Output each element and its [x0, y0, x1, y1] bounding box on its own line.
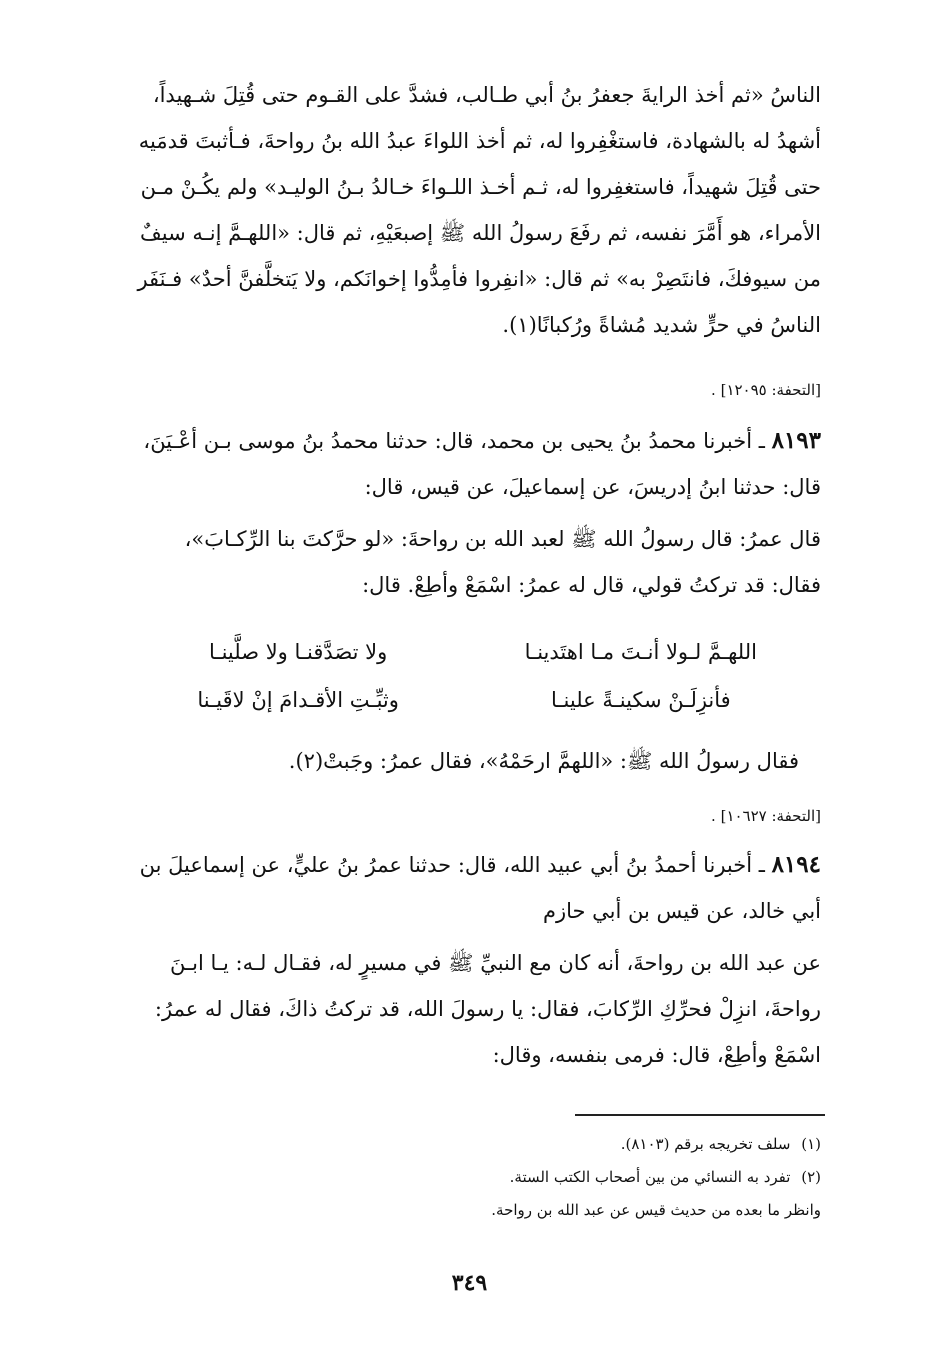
poem [140, 628, 799, 724]
hemistich-first: فأنزِلَـنْ سكينـةً علينـا [550, 688, 731, 712]
hadith-number: ٨١٩٤ [771, 851, 821, 878]
hadith-8193 [118, 418, 821, 608]
poem-conclusion [118, 738, 799, 784]
matn-line: رواحةَ، انزِلْ فحرِّكِ الرِّكابَ، فقال: يا رسولَ الله، قد تركتُ ذاكَ، فقال له عمرُ: [154, 997, 821, 1021]
tuhfa-reference: [التحفة: ١٠٦٢٧] . [711, 807, 821, 825]
isnad-text: ـ أخبرنا محمدُ بنُ يحيى بن محمد، قال: حدثنا محمدُ بنُ موسى بـن أعْـيَنَ، [143, 429, 772, 453]
isnad-line: أبي خالد، عن قيس بن أبي حازم [542, 899, 821, 923]
footnote [118, 1194, 821, 1227]
tuhfa-reference: [التحفة: ١٢٠٩٥] . [711, 381, 821, 399]
text-line: الناسُ «ثم أخذ الرايةَ جعفرُ بنُ أبي طـالب، فشدَّ على القـوم حتى قُتِلَ شـهيداً، [152, 83, 821, 107]
poem-verse [140, 676, 799, 724]
text-line: أشهدُ له بالشهادة، فاستغْفِروا له، ثم أخذ اللواءَ عبدُ الله بنُ رواحةَ، فـأثبتَ قدمَيه [138, 129, 821, 153]
hemistich-second: ولا تصَدَّقنـا ولا صلَّينـا [209, 640, 388, 664]
matn-line: عن عبد الله بن رواحةَ، أنه كان مع النبيِّ ﷺ في مسيرٍ له، فقـال لـه: يـا ابـنَ [169, 951, 821, 975]
hemistich-second: وثبِّـتِ الأقـدامَ إنْ لاقَيـنا [197, 688, 399, 712]
text-line: حتى قُتِلَ شهيداً، فاستغفِروا له، ثـم أخـذ اللـواءَ خـالدُ بـنُ الوليـد» ولم يكُـنْ مـن [140, 175, 821, 199]
isnad-line [118, 842, 821, 888]
text-line: من سيوفكَ، فانتَصِرْ به» ثم قال: «انفِروا فأمِدُّوا إخوانَكم، ولا يَتخلَّفنَّ أحدٌ» فـنَفَر [137, 267, 821, 291]
footnotes [118, 1128, 821, 1227]
footnote-marker: (٢) [801, 1168, 821, 1186]
footnote-marker: (١) [801, 1135, 821, 1153]
isnad-line: قال: حدثنا ابنُ إدريسَ، عن إسماعيلَ، عن قيس، قال: [364, 475, 821, 499]
hadith-number: ٨١٩٣ [771, 427, 821, 454]
isnad-text: ـ أخبرنا أحمدُ بنُ أبي عبيد الله، قال: حدثنا عمرُ بنُ عليٍّ، عن إسماعيلَ بن [139, 853, 772, 877]
isnad-line [118, 418, 821, 464]
matn-line: اسْمَعْ وأطِعْ، قال: فرمى بنفسه، وقال: [492, 1043, 821, 1067]
text-line: فقال رسولُ الله ﷺ: «اللهمَّ ارحَمْهُ»، فقال عمرُ: وجَبتْ(٢). [288, 749, 799, 773]
footnote [118, 1161, 821, 1194]
hadith-8194 [118, 842, 821, 1078]
matn-line: فقال: قد تركتُ قولي، قال له عمرُ: اسْمَعْ وأطِعْ. قال: [362, 573, 821, 597]
matn-line: قال عمرُ: قال رسولُ الله ﷺ لعبد الله بن رواحةَ: «لو حرَّكتَ بنا الرِّكـابَ»، [184, 527, 821, 551]
footnote-divider [575, 1114, 825, 1116]
hemistich-first: اللهـمَّ لـولا أنـتَ مـا اهتَدينـا [524, 640, 757, 664]
poem-verse [140, 628, 799, 676]
footnote-text: تفرد به النسائي من بين أصحاب الكتب الستة. [509, 1168, 791, 1186]
footnote-text: وانظر ما بعده من حديث قيس عن عبد الله بن رواحة. [491, 1201, 821, 1219]
text-line: الناسُ في حرٍّ شديد مُشاةً ورُكبانًا(١). [502, 313, 821, 337]
page-number: ٣٤٩ [451, 1270, 488, 1296]
paragraph-continuation [118, 72, 821, 348]
text-line: الأمراء، هو أَمَّرَ نفسه، ثم رفَعَ رسولُ الله ﷺ إصبعَيْهِ، ثم قال: «اللهـمَّ إنـه سيفٌ [140, 221, 821, 245]
footnote [118, 1128, 821, 1161]
footnote-text: سلف تخريجه برقم (٨١٠٣). [620, 1135, 791, 1153]
